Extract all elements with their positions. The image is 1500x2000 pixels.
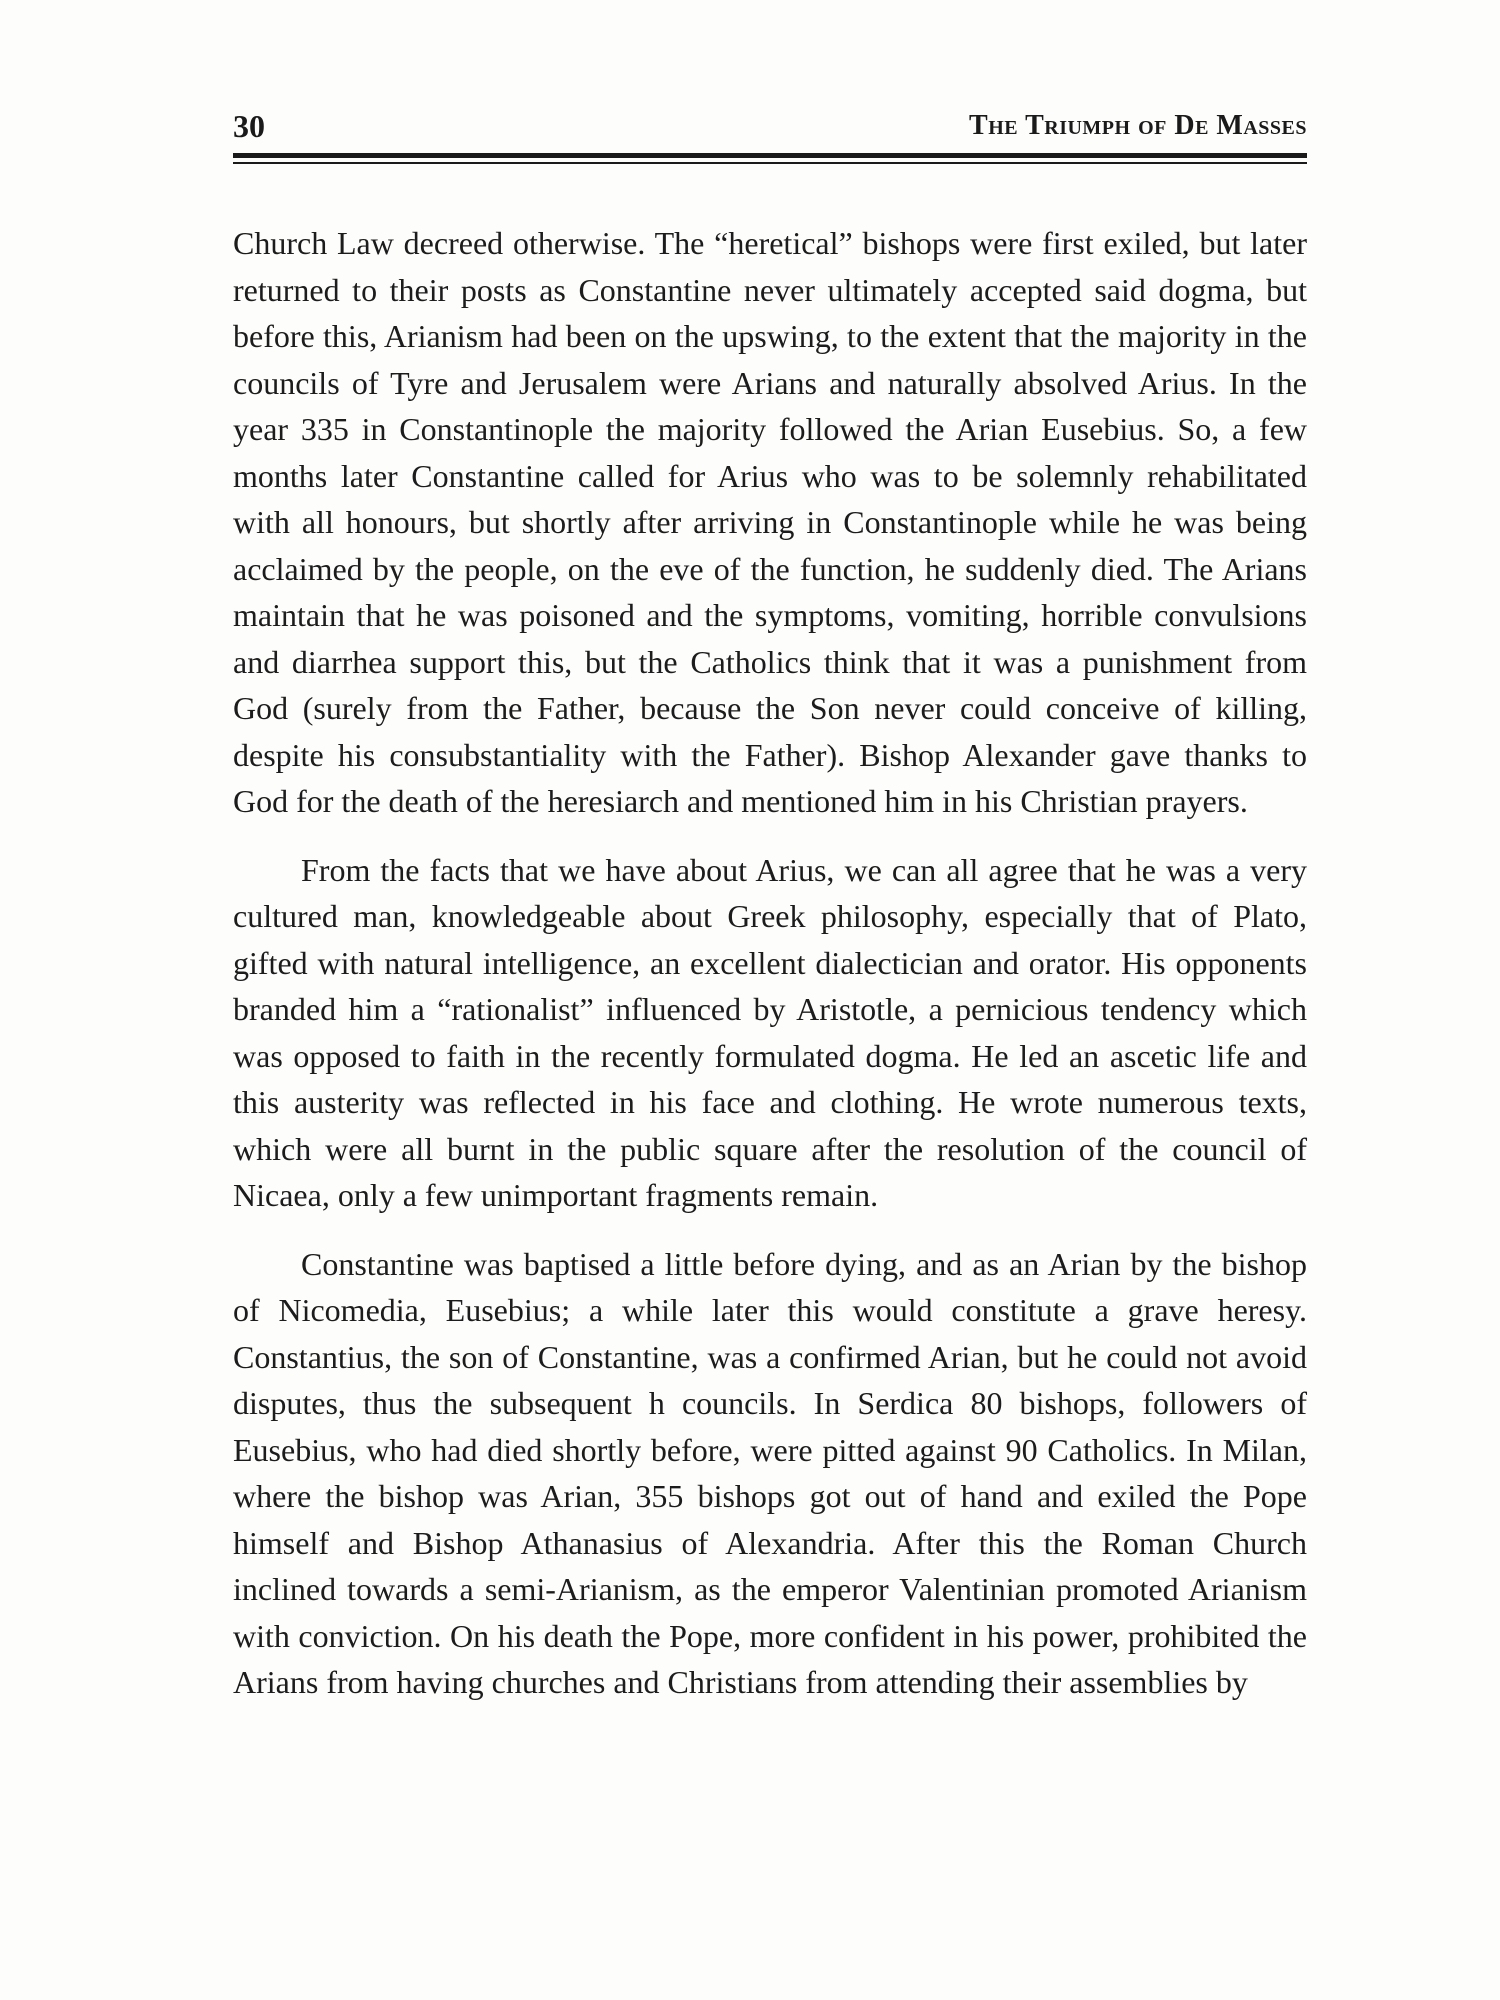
running-head: The Triumph of De Masses [969,110,1307,141]
body-text [233,220,1307,1706]
header-rule-thin [233,162,1307,164]
paragraph-3: Constantine was baptised a little before dying, and as an Arian by the bishop of Nicomedia, Eusebius; a while later this would constitute a grave heresy. Constantius, the son of Constantine, was a confirmed Arian, but he could not avoid disputes, thus the subsequent h councils. In Serdica 80 bishops, followers of Eusebius, who had died shortly before, were pitted against 90 Catholics. In Milan, where the bishop was Arian, 355 bishops got out of hand and exiled the Pope himself and Bishop Athanasius of Alexandria. After this the Roman Church inclined towards a semi-Arianism, as the emperor Valentinian promoted Arianism with conviction. On his death the Pope, more confident in his power, prohibited the Arians from having churches and Christians from attending their assemblies by [233,1245,1307,1700]
page-header [233,106,1307,156]
page-number: 30 [233,108,265,144]
paragraph-2: From the facts that we have about Arius, we can all agree that he was a very cultured man, knowledgeable about Greek philosophy, especially that of Plato, gifted with natural intelligence, an excellent dialectician and orator. His opponents branded him a “rationalist” influenced by Aristotle, a pernicious tendency which was opposed to faith in the recently formulated dogma. He led an ascetic life and this austerity was reflected in his face and clothing. He wrote numerous texts, which were all burnt in the public square after the resolution of the council of Nicaea, only a few unimportant fragments remain. [233,851,1307,1213]
header-rule-thick [233,153,1307,158]
paragraph-1: Church Law decreed otherwise. The “heretical” bishops were first exiled, but later returned to their posts as Constantine never ultimately accepted said dogma, but before this, Arianism had been on the upswing, to the extent that the majority in the councils of Tyre and Jerusalem were Arians and naturally absolved Arius. In the year 335 in Constantinople the majority followed the Arian Eusebius. So, a few months later Constantine called for Arius who was to be solemnly rehabilitated with all honours, but shortly after arriving in Constantinople while he was being acclaimed by the people, on the eve of the function, he suddenly died. The Arians maintain that he was poisoned and the symptoms, vomiting, horrible convulsions and diarrhea support this, but the Catholics think that it was a punishment from God (surely from the Father, because the Son never could conceive of killing, despite his consubstantiality with the Father). Bishop Alexander gave thanks to God for the death of the heresiarch and mentioned him in his Christian prayers. [233,225,1307,819]
